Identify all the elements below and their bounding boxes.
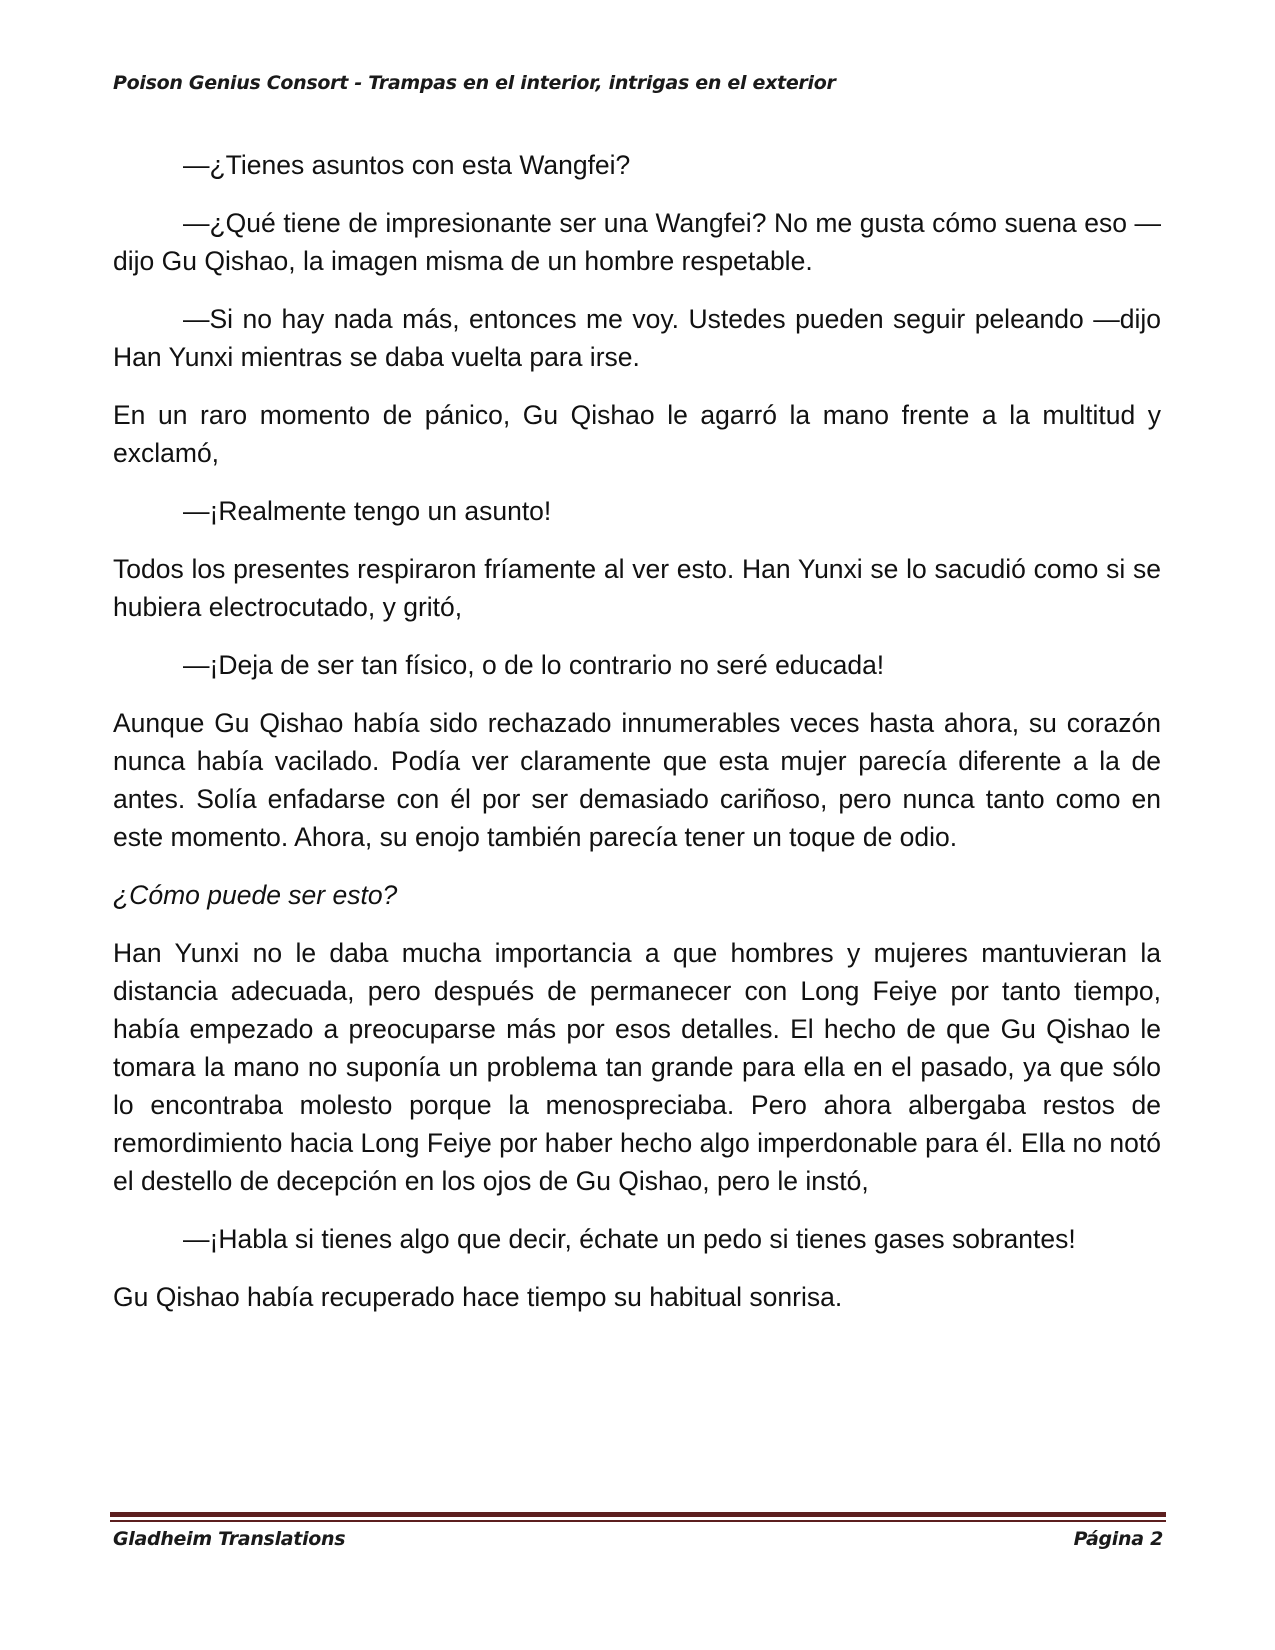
paragraph-dialogue-1: —¿Tienes asuntos con esta Wangfei? [183, 150, 631, 180]
paragraph-dialogue-4: —¡Realmente tengo un asunto! [183, 496, 552, 526]
paragraph-narration-3: Aunque Gu Qishao había sido rechazado innumerables veces hasta ahora, su corazón nunca había vacilado. Podía ver claramente que esta mujer parecía diferente a la de antes. Solía enfadarse con él por ser demasiado cariñoso, pero nunca tanto como en este momento. Ahora, su enojo también parecía tener un toque de odio. [113, 708, 1161, 852]
running-header: Poison Genius Consort - Trampas en el interior, intrigas en el exterior [113, 72, 836, 94]
page-body [113, 146, 1161, 1336]
footer-rule-thick [110, 1512, 1166, 1517]
paragraph-thought: ¿Cómo puede ser esto? [113, 880, 398, 910]
paragraph-dialogue-3: —Si no hay nada más, entonces me voy. Ustedes pueden seguir peleando —dijo Han Yunxi mientras se daba vuelta para irse. [113, 304, 1161, 372]
footer-publisher: Gladheim Translations [113, 1528, 346, 1550]
paragraph-narration-1: En un raro momento de pánico, Gu Qishao le agarró la mano frente a la multitud y exclamó, [113, 400, 1161, 468]
footer-page-number: Página 2 [1073, 1528, 1163, 1550]
paragraph-narration-5: Gu Qishao había recuperado hace tiempo su habitual sonrisa. [113, 1282, 843, 1312]
footer-rule-thin [110, 1520, 1166, 1522]
paragraph-dialogue-6: —¡Habla si tienes algo que decir, échate un pedo si tienes gases sobrantes! [183, 1224, 1076, 1254]
paragraph-narration-2: Todos los presentes respiraron fríamente al ver esto. Han Yunxi se lo sacudió como si se hubiera electrocutado, y gritó, [113, 554, 1161, 622]
paragraph-dialogue-2: —¿Qué tiene de impresionante ser una Wangfei? No me gusta cómo suena eso —dijo Gu Qishao, la imagen misma de un hombre respetable. [113, 208, 1161, 276]
paragraph-dialogue-5: —¡Deja de ser tan físico, o de lo contrario no seré educada! [183, 650, 885, 680]
paragraph-narration-4: Han Yunxi no le daba mucha importancia a que hombres y mujeres mantuvieran la distancia adecuada, pero después de permanecer con Long Feiye por tanto tiempo, había empezado a preocuparse más por esos detalles. El hecho de que Gu Qishao le tomara la mano no suponía un problema tan grande para ella en el pasado, ya que sólo lo encontraba molesto porque la menospreciaba. Pero ahora albergaba restos de remordimiento hacia Long Feiye por haber hecho algo imperdonable para él. Ella no notó el destello de decepción en los ojos de Gu Qishao, pero le instó, [113, 938, 1161, 1196]
